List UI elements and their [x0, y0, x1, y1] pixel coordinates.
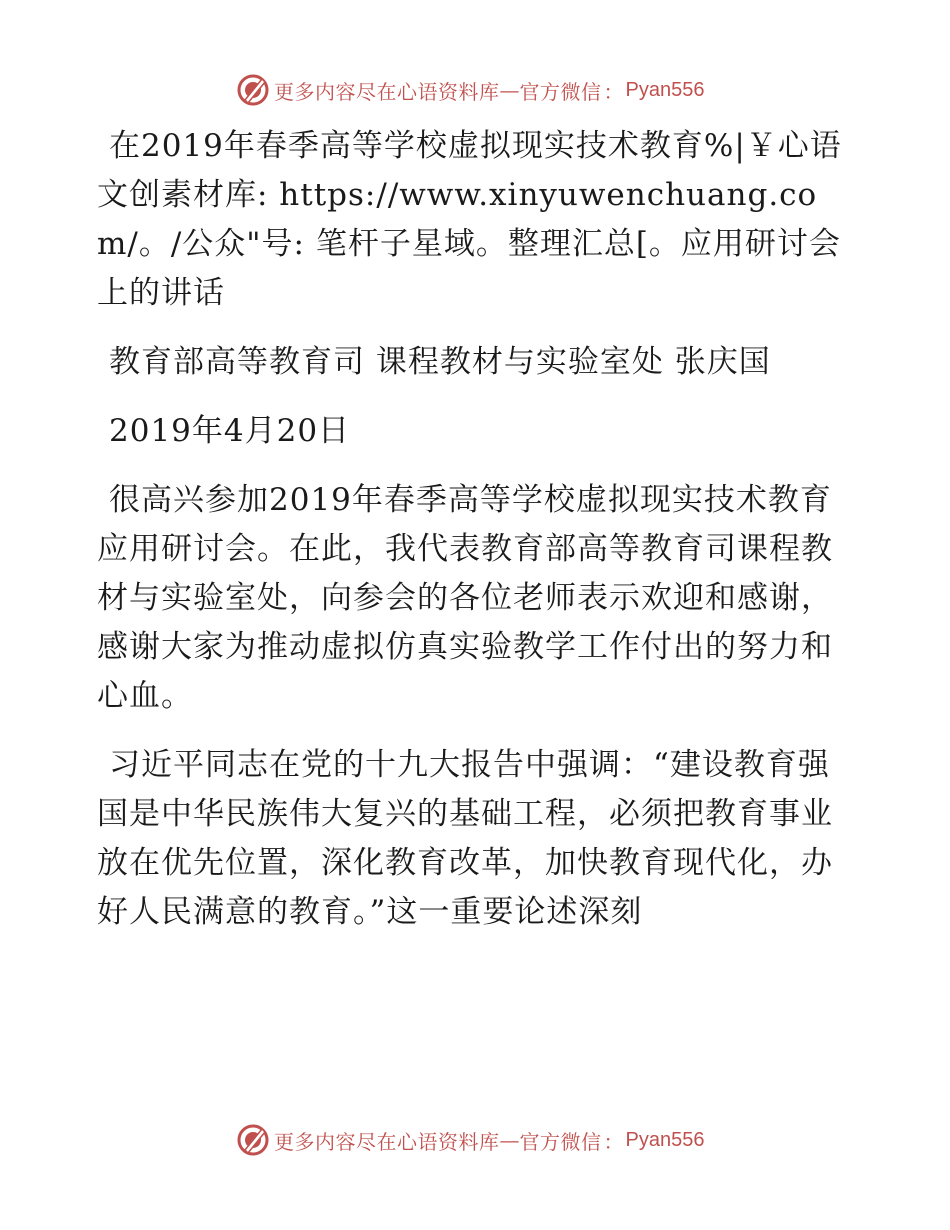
banner-label: 官方微信 [519, 1129, 602, 1154]
document-paragraph-1: 很高兴参加2019年春季高等学校虚拟现实技术教育应用研讨会。在此，我代表教育部高等教育司课程教材与实验室处，向参会的各位老师表示欢迎和感谢，感谢大家为推动虚拟仿真实验教学工作付出的努力和心血。 [97, 482, 833, 714]
banner-text: 更多内容尽在心语资料库 [274, 79, 500, 104]
document-paragraph-2: 习近平同志在党的十九大报告中强调：“建设教育强国是中华民族伟大复兴的基础工程，必须把教育事业放在优先位置，深化教育改革，加快教育现代化，办好人民满意的教育。”这一重要论述深刻 [97, 747, 833, 930]
banner-text: 更多内容尽在心语资料库 [274, 1129, 500, 1154]
banner-account: Pyan556 [625, 78, 705, 101]
document-body [97, 122, 857, 937]
banner-label: 官方微信 [519, 79, 602, 104]
footer-watermark-banner [236, 1122, 704, 1158]
header-watermark-banner [236, 72, 704, 108]
document-speaker: 教育部高等教育司 课程教材与实验室处 张庆国 [109, 344, 771, 380]
banner-colon: ： [603, 1129, 624, 1154]
document-date: 2019年4月20日 [109, 413, 351, 449]
banner-dash: — [499, 1128, 520, 1152]
circle-pen-logo-icon [236, 73, 270, 107]
document-title-line: 在2019年春季高等学校虚拟现实技术教育%|￥心语文创素材库: https://www.xinyuwenchuang.com/。/公众"号: 笔杆子星域。整理汇总[。应用研讨会上的讲话 [97, 128, 842, 311]
banner-account: Pyan556 [625, 1128, 705, 1151]
circle-pen-logo-icon [236, 1123, 270, 1157]
banner-colon: ： [603, 79, 624, 104]
banner-dash: — [499, 78, 520, 102]
